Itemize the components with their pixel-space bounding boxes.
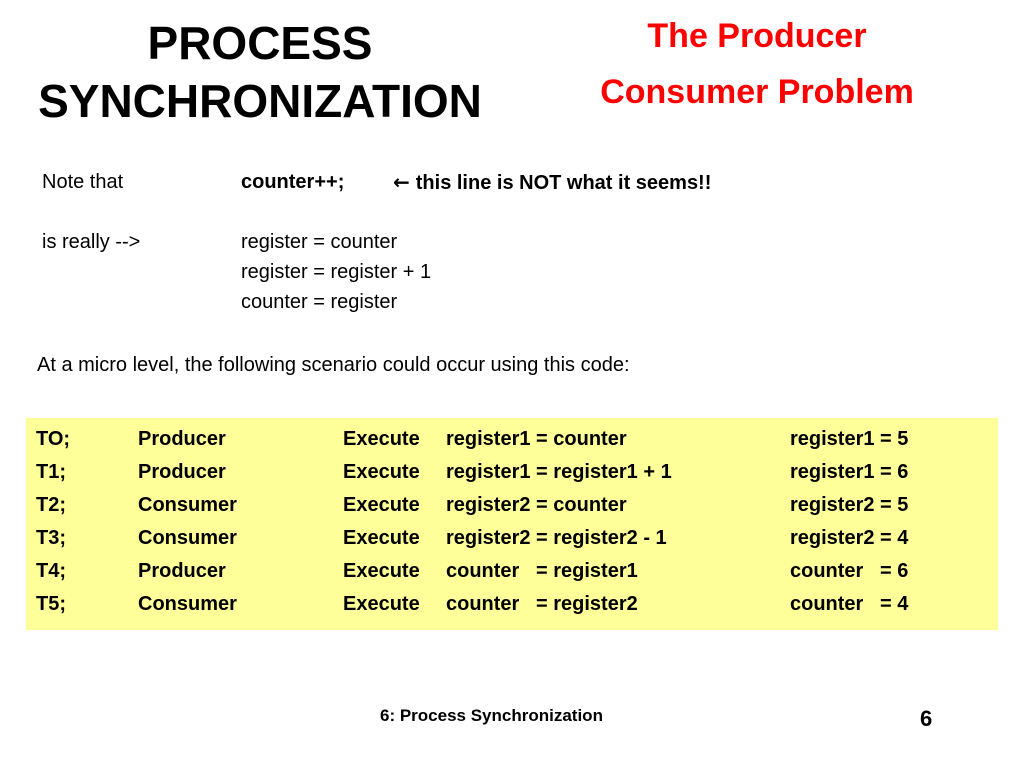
expansion-code-1: register = counter: [241, 231, 398, 253]
trace-statement: register1 = register1 + 1: [446, 461, 672, 483]
expansion-line-1: [0, 230, 1024, 254]
trace-statement: counter = register2: [446, 593, 638, 615]
trace-time: T2;: [36, 494, 66, 516]
trace-action: Execute: [343, 593, 420, 615]
trace-row: [26, 456, 998, 489]
trace-result: register2 = 4: [790, 527, 909, 549]
page-number: 6: [920, 706, 933, 731]
trace-statement: register2 = register2 - 1: [446, 527, 667, 549]
trace-process: Consumer: [138, 593, 237, 615]
note-comment: [393, 170, 711, 195]
trace-result: register1 = 6: [790, 461, 909, 483]
trace-action: Execute: [343, 560, 420, 582]
trace-process: Consumer: [138, 494, 237, 516]
trace-time: T4;: [36, 560, 66, 582]
note-code: counter++;: [241, 171, 345, 193]
trace-process: Producer: [138, 560, 226, 582]
trace-result: register1 = 5: [790, 428, 909, 450]
note-label: Note that: [42, 171, 124, 193]
trace-row: [26, 522, 998, 555]
trace-statement: counter = register1: [446, 560, 638, 582]
scenario-intro: At a micro level, the following scenario could occur using this code:: [37, 354, 630, 376]
note-comment-text: this line is NOT what it seems!!: [415, 172, 712, 194]
trace-row: [26, 489, 998, 522]
execution-trace-table: [26, 418, 998, 630]
trace-time: T1;: [36, 461, 66, 483]
expansion-code-2: register = register + 1: [241, 261, 432, 283]
trace-row: [26, 588, 998, 621]
trace-result: counter = 4: [790, 593, 909, 615]
slide-title: [0, 14, 520, 130]
trace-process: Producer: [138, 428, 226, 450]
expansion-code-3: counter = register: [241, 291, 398, 313]
trace-result: counter = 6: [790, 560, 909, 582]
trace-action: Execute: [343, 494, 420, 516]
trace-time: TO;: [36, 428, 71, 450]
slide-footer: 6: Process Synchronization: [380, 706, 603, 725]
slide-subtitle: [540, 8, 974, 120]
trace-time: T3;: [36, 527, 66, 549]
trace-result: register2 = 5: [790, 494, 909, 516]
trace-process: Consumer: [138, 527, 237, 549]
slide-title-line-1: PROCESS: [147, 17, 373, 69]
trace-row: [26, 555, 998, 588]
slide-subtitle-line-1: The Producer: [647, 17, 867, 55]
expansion-line-2: [0, 260, 1024, 284]
note-line: [0, 170, 1024, 194]
slide-subtitle-line-2: Consumer Problem: [600, 73, 914, 111]
expansion-line-3: [0, 290, 1024, 314]
trace-time: T5;: [36, 593, 66, 615]
trace-statement: register1 = counter: [446, 428, 627, 450]
left-arrow-icon: ←: [393, 170, 410, 194]
trace-action: Execute: [343, 428, 420, 450]
trace-process: Producer: [138, 461, 226, 483]
trace-action: Execute: [343, 461, 420, 483]
trace-statement: register2 = counter: [446, 494, 627, 516]
expansion-label: is really -->: [42, 231, 141, 253]
trace-row: [26, 423, 998, 456]
slide-title-line-2: SYNCHRONIZATION: [38, 75, 482, 127]
trace-action: Execute: [343, 527, 420, 549]
